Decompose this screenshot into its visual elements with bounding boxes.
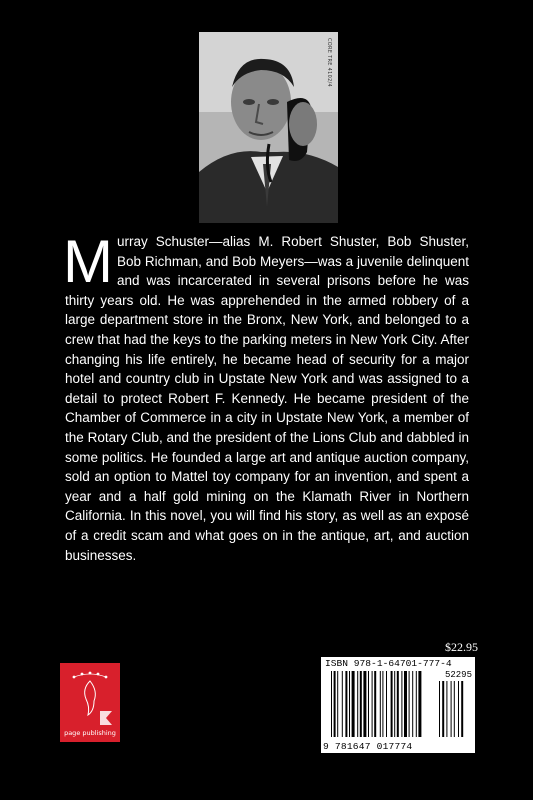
isbn-number: ISBN 978-1-64701-777-4 bbox=[325, 658, 452, 669]
isbn-barcode bbox=[321, 657, 475, 753]
publisher-logo bbox=[60, 663, 120, 742]
barcode-supplement: 52295 bbox=[444, 670, 472, 680]
barcode-bars bbox=[321, 657, 475, 753]
photo-caption: CORE TRE 4102/4 bbox=[326, 38, 332, 88]
price-label: $22.95 bbox=[445, 640, 478, 654]
author-photo-illustration bbox=[199, 32, 338, 223]
author-bio bbox=[63, 228, 469, 565]
bio-dropcap: M bbox=[63, 228, 113, 295]
ean-number: 9 781647 017774 bbox=[323, 741, 413, 752]
publisher-name: page publishing bbox=[64, 729, 116, 737]
bio-text: urray Schuster—alias M. Robert Shuster, Bob Shuster, Bob Richman, and Bob Meyers—was a juvenile delinquent and was incarcerated in several prisons before he was thirty years old. He was apprehended in the armed robbery of a large department store in the Bronx, New York, and belonged to a crew that had the keys to the parking meters in New York City. After changing his life entirely, he became head of security for a major hotel and country club in Upstate New York and was assigned to a detail to protect Robert F. Kennedy. He became president of the Chamber of Commerce in a city in Upstate New York, a member of the Rotary Club, and the president of the Lions Club and dabbled in some politics. He founded a large art and antique auction company, sold an option to Mattel toy company for an invention, and spent a year and a half gold mining on the Klamath River in Northern California. In this novel, you will find his story, as well as an exposé of a credit scam and what goes on in the antique, art, and auction businesses. bbox=[65, 234, 469, 563]
author-photo bbox=[199, 32, 338, 223]
